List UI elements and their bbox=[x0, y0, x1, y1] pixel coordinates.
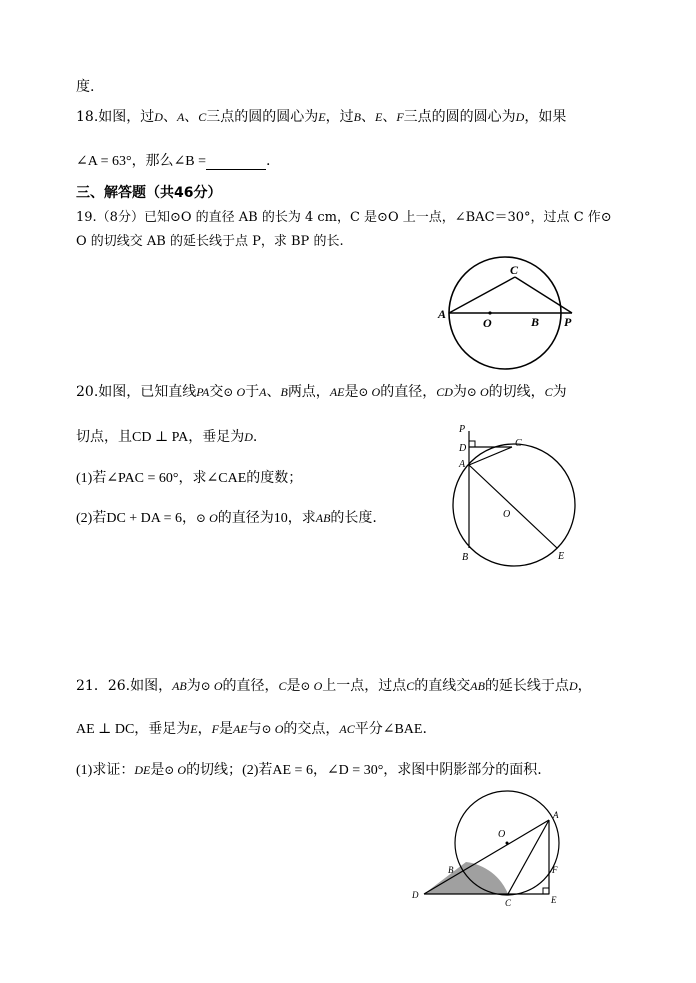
q21-shaded-region bbox=[424, 862, 508, 894]
q21-math-perp: AE ⊥ DC bbox=[76, 722, 135, 737]
q21-text: 21．26.如图， bbox=[76, 678, 173, 694]
q20-text: 若 bbox=[92, 510, 107, 526]
q18-angle-b: ∠B = bbox=[173, 154, 207, 169]
q21-math-circle-o: ⊙ O bbox=[164, 763, 187, 777]
q21-label-f: F bbox=[552, 865, 558, 875]
q21-text: ，垂足为 bbox=[134, 721, 191, 737]
q18-text: 、 bbox=[360, 109, 375, 125]
q20-label-c: C bbox=[515, 438, 522, 449]
q19-label-c: C bbox=[510, 263, 519, 277]
q20-math-ab: AB bbox=[315, 511, 331, 525]
q20-math-ten: 10 bbox=[273, 511, 288, 526]
q18-math-e: E bbox=[318, 110, 326, 124]
q21-math-ae: AE bbox=[232, 722, 248, 736]
q20-text: 的长度. bbox=[330, 510, 377, 526]
q20-math-eq: DC + DA = 6 bbox=[106, 511, 183, 526]
q20-text: 20.如图，已知直线 bbox=[76, 384, 197, 400]
q18-text: 三点的圆的圆心为 bbox=[206, 109, 319, 125]
q20-text: 的直径， bbox=[380, 384, 437, 400]
q20-math-d: D bbox=[244, 430, 253, 444]
q18-math-b: B bbox=[353, 110, 361, 124]
q21-chord-ac bbox=[508, 820, 549, 894]
q20-text: 的直径为 bbox=[217, 510, 274, 526]
q18-text: 、 bbox=[162, 109, 177, 125]
q21-text: ，求图中阴影部分的面积. bbox=[383, 762, 542, 778]
q21-text: ， bbox=[312, 762, 327, 778]
q20-text: 切点，且 bbox=[76, 429, 132, 445]
q21-math-circle-o: ⊙ O bbox=[200, 679, 223, 693]
q20-text: ， bbox=[182, 510, 197, 526]
q20-label-o: O bbox=[503, 509, 511, 520]
q19-line-2: O 的切线交 AB 的延长线于点 P，求 BP 的长. bbox=[76, 234, 344, 249]
q21-text: 平分 bbox=[354, 721, 383, 737]
q21-text: 的直径， bbox=[222, 678, 279, 694]
q21-text: 是 bbox=[286, 678, 301, 694]
q20-label-a: A bbox=[459, 459, 466, 470]
section-heading: 三、解答题（共46分） bbox=[76, 185, 222, 201]
q20-text: ，求 bbox=[287, 510, 316, 526]
q20-math-angle-cae: ∠CAE bbox=[206, 471, 247, 486]
q18-text: 、 bbox=[184, 109, 199, 125]
q20-label-p: P bbox=[459, 424, 466, 435]
q19-label-o: O bbox=[483, 316, 492, 330]
q20-label-d: D bbox=[459, 443, 467, 454]
q21-text: 的切线； bbox=[186, 762, 243, 778]
q21-text: . bbox=[422, 721, 427, 737]
q20-math-circle-o: ⊙ O bbox=[223, 385, 246, 399]
q21-math-f: F bbox=[211, 722, 219, 736]
q21-text: ， bbox=[577, 678, 592, 694]
q20-label-b: B bbox=[462, 552, 469, 563]
q20-math-b: B bbox=[280, 385, 288, 399]
q20-math-perp: CD ⊥ PA bbox=[132, 430, 189, 445]
q20-text: 交 bbox=[209, 384, 224, 400]
q21-math-ab: AB bbox=[470, 679, 485, 693]
q21-text: 与 bbox=[247, 721, 262, 737]
q18-angle-a: ∠A = 63° bbox=[76, 154, 132, 169]
q18-math-e: E bbox=[374, 110, 383, 124]
q20-text: 、 bbox=[266, 384, 281, 400]
q18-text: 、 bbox=[382, 109, 397, 125]
q20-text: 若 bbox=[92, 470, 107, 486]
q20-math-circle-o: ⊙ O bbox=[196, 511, 218, 525]
q20-part-number: (1) bbox=[76, 471, 93, 486]
q21-label-b: B bbox=[448, 865, 454, 875]
q20-math-a: A bbox=[259, 385, 267, 399]
q20-math-pa: PA bbox=[196, 385, 210, 399]
q20-math-cd: CD bbox=[436, 385, 453, 399]
q20-text: 的度数； bbox=[246, 470, 303, 486]
q18-text: 18.如图，过 bbox=[76, 109, 155, 125]
q21-math-e: E bbox=[190, 722, 198, 736]
q20-math-circle-o: ⊙ O bbox=[358, 385, 381, 399]
q21-text: 的延长线于点 bbox=[484, 678, 569, 694]
q18-math-a: A bbox=[176, 110, 185, 124]
q20-text: 为 bbox=[452, 384, 467, 400]
q18-text: . bbox=[266, 153, 271, 169]
q21-math-ab: AB bbox=[172, 679, 187, 693]
q21-right-angle-mark bbox=[543, 888, 549, 894]
q18-math-d: D bbox=[154, 110, 163, 124]
q21-math-c: C bbox=[406, 679, 415, 693]
q18-text: ，如果 bbox=[524, 109, 567, 125]
q21-math-ac: AC bbox=[339, 722, 355, 736]
q20-math-ae: AE bbox=[329, 385, 345, 399]
q21-math-circle-o: ⊙ O bbox=[300, 679, 323, 693]
q21-text: 上一点，过点 bbox=[322, 678, 407, 694]
q18-text: 三点的圆的圆心为 bbox=[403, 109, 516, 125]
q19-label-p: P bbox=[564, 315, 572, 329]
prev-tail-text: 度. bbox=[76, 79, 95, 95]
q21-text: 求证： bbox=[92, 762, 135, 778]
q21-label-c: C bbox=[505, 898, 512, 908]
q18-text: ，那么 bbox=[131, 153, 174, 169]
q20-text: 的切线， bbox=[488, 384, 545, 400]
q21-label-a: A bbox=[553, 810, 559, 820]
q20-text: 为 bbox=[552, 384, 567, 400]
q20-text: ，求 bbox=[178, 470, 207, 486]
q21-part-number: (2) bbox=[242, 763, 259, 778]
q21-text: 是 bbox=[150, 762, 165, 778]
q18-math-c: C bbox=[198, 110, 207, 124]
q20-text: 两点， bbox=[287, 384, 330, 400]
q21-label-e: E bbox=[551, 895, 557, 905]
q21-math-d: D bbox=[568, 679, 578, 693]
q18-math-f: F bbox=[396, 110, 404, 124]
q21-text: 为 bbox=[186, 678, 201, 694]
q21-math-de: DE bbox=[134, 763, 151, 777]
q18-math-d: D bbox=[515, 110, 525, 124]
q19-line-1: 19.（8分）已知⊙O 的直径 AB 的长为 4 cm，C 是⊙O 上一点，∠BAC＝30°，过点 C 作⊙ bbox=[76, 210, 612, 225]
q21-label-o: O bbox=[498, 829, 506, 840]
q21-math-angle-bae: ∠BAE bbox=[382, 722, 423, 737]
q20-text: 是 bbox=[344, 384, 359, 400]
q20-part-number: (2) bbox=[76, 511, 93, 526]
q21-math-c: C bbox=[278, 679, 287, 693]
q20-math-circle-o: ⊙ O bbox=[466, 385, 489, 399]
q19-label-b: B bbox=[531, 315, 540, 329]
q21-math-ae-eq: AE = 6 bbox=[272, 763, 313, 778]
q21-part-number: (1) bbox=[76, 763, 93, 778]
q20-text: ，垂足为 bbox=[188, 429, 245, 445]
q20-math-c: C bbox=[544, 385, 553, 399]
q21-math-angle-d: ∠D = 30° bbox=[326, 763, 384, 778]
q21-text: 的交点， bbox=[283, 721, 340, 737]
q18-text: ，过 bbox=[325, 109, 354, 125]
q21-text: ， bbox=[197, 721, 212, 737]
q21-label-d: D bbox=[412, 890, 419, 900]
q20-math-angle-pac: ∠PAC = 60° bbox=[106, 471, 179, 486]
q19-label-a: A bbox=[438, 307, 447, 321]
q20-text: 于 bbox=[245, 384, 260, 400]
q21-math-circle-o: ⊙ O bbox=[261, 722, 284, 736]
q21-center-dot bbox=[506, 842, 509, 845]
q21-text: 的直线交 bbox=[414, 678, 471, 694]
q21-text: 是 bbox=[218, 721, 233, 737]
q20-label-e: E bbox=[558, 551, 565, 562]
q20-text: . bbox=[252, 429, 258, 445]
q21-text: 若 bbox=[258, 762, 273, 778]
